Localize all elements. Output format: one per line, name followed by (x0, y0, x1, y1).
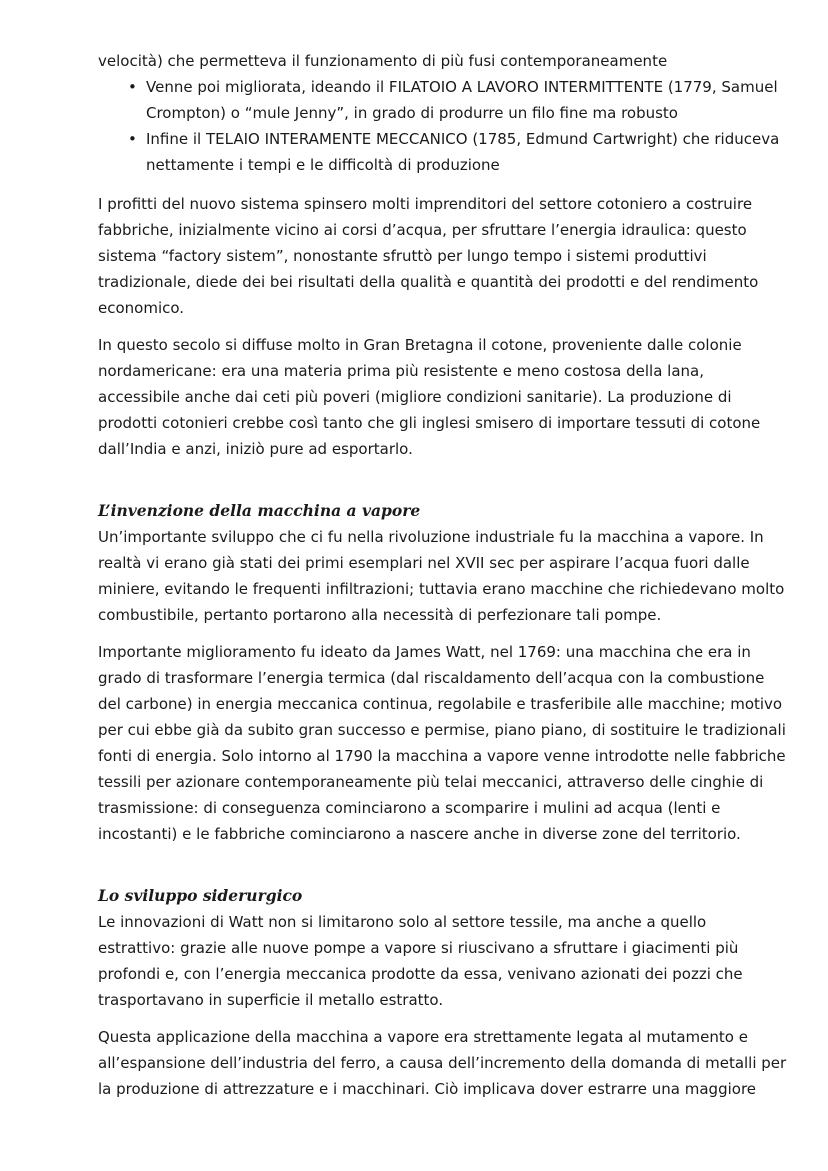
bullet-text: Venne poi migliorata, ideando il FILATOIO A LAVORO INTERMITTENTE (1779, Samuel Crompton) o “mule Jenny”, in grado di produrre un filo fine ma robusto (146, 78, 778, 122)
paragraph: Un’importante sviluppo che ci fu nella rivoluzione industriale fu la macchina a vapore. In realtà vi erano già stati dei primi esemplari nel XVII sec per aspirare l’acqua fuori dalle miniere, evitando le frequenti infiltrazioni; tuttavia erano macchine che richiedevano molto combustibile, pertanto portarono alla necessità di perfezionare tali pompe. (98, 528, 785, 624)
section-heading-steam-engine: L’invenzione della macchina a vapore (98, 501, 421, 520)
bullet-icon: • (128, 78, 137, 96)
bullet-icon: • (128, 130, 137, 148)
document-page (98, 48, 788, 1102)
section-heading-steel-development: Lo sviluppo siderurgico (98, 886, 303, 905)
paragraph: Questa applicazione della macchina a vapore era strettamente legata al mutamento e all’espansione dell’industria del ferro, a causa dell’incremento della domanda di metalli per la produzione di attrezzature e i macchinari. Ciò implicava dover estrarre una maggiore (98, 1028, 787, 1098)
paragraph: Le innovazioni di Watt non si limitarono solo al settore tessile, ma anche a quello estrattivo: grazie alle nuove pompe a vapore si riuscivano a sfruttare i giacimenti più profondi e, con l’energia meccanica prodotte da essa, venivano azionati dei pozzi che trasportavano in superficie il metallo estratto. (98, 913, 743, 1009)
bullet-item (98, 126, 788, 178)
bullet-item (98, 74, 788, 126)
paragraph: I profitti del nuovo sistema spinsero molti imprenditori del settore cotoniero a costruire fabbriche, inizialmente vicino ai corsi d’acqua, per sfruttare l’energia idraulica: questo sistema “factory sistem”, nonostante sfruttò per lungo tempo i sistemi produttivi tradizionale, diede dei bei risultati della qualità e quantità dei prodotti e del rendimento economico. (98, 195, 759, 317)
intro-line: velocità) che permetteva il funzionamento di più fusi contemporaneamente (98, 52, 668, 70)
paragraph: In questo secolo si diffuse molto in Gran Bretagna il cotone, proveniente dalle colonie nordamericane: era una materia prima più resistente e meno costosa della lana, accessibile anche dai ceti più poveri (migliore condizioni sanitarie). La produzione di prodotti cotonieri crebbe così tanto che gli inglesi smisero di importare tessuti di cotone dall’India e anzi, iniziò pure ad esportarlo. (98, 336, 761, 458)
paragraph: Importante miglioramento fu ideato da James Watt, nel 1769: una macchina che era in grado di trasformare l’energia termica (dal riscaldamento dell’acqua con la combustione del carbone) in energia meccanica continua, regolabile e trasferibile alle macchine; motivo per cui ebbe già da subito gran successo e permise, piano piano, di sostituire le tradizionali fonti di energia. Solo intorno al 1790 la macchina a vapore venne introdotte nelle fabbriche tessili per azionare contemporaneamente più telai meccanici, attraverso delle cinghie di trasmissione: di conseguenza cominciarono a scomparire i mulini ad acqua (lenti e incostanti) e le fabbriche cominciarono a nascere anche in diverse zone del territorio. (98, 643, 786, 843)
bullet-text: Infine il TELAIO INTERAMENTE MECCANICO (1785, Edmund Cartwright) che riduceva nettamente i tempi e le difficoltà di produzione (146, 130, 780, 174)
